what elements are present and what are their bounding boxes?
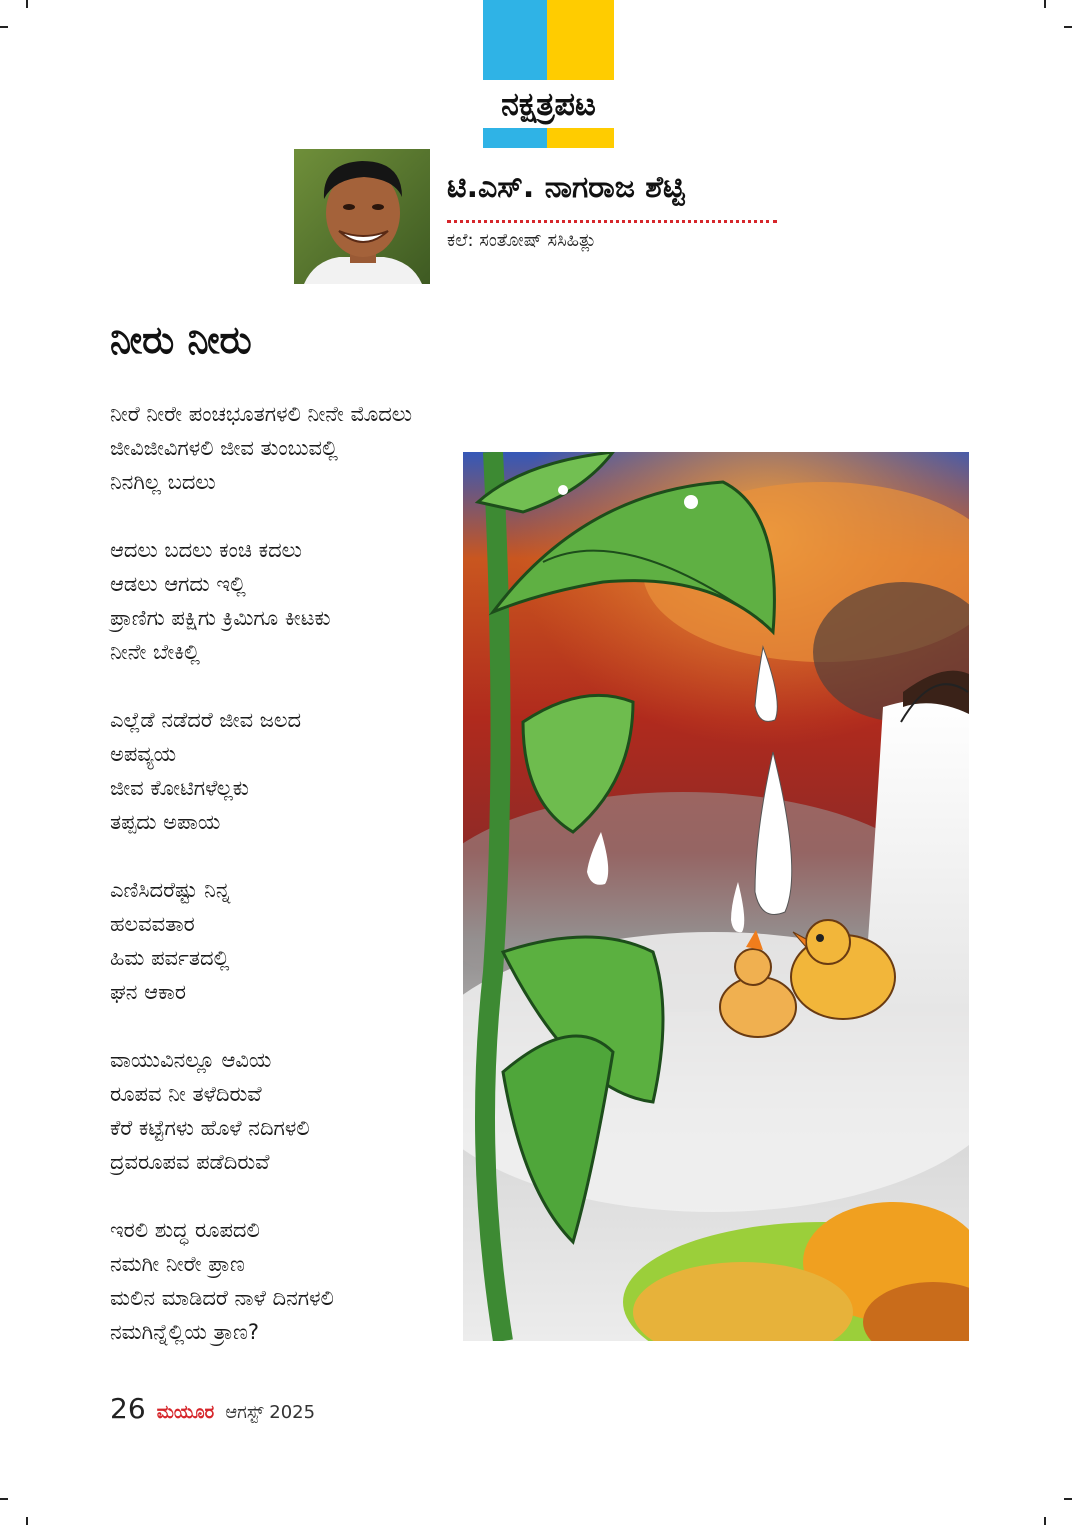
poem-line: ಜೀವ ಕೋಟಿಗಳೆಲ್ಲಕು — [110, 776, 249, 800]
poem-line: ಇರಲಿ ಶುದ್ಧ ರೂಪದಲಿ — [110, 1218, 260, 1242]
crop-mark — [1064, 26, 1072, 28]
poem-line: ಪ್ರಾಣಿಗು ಪಕ್ಷಿಗು ಕ್ರಿಮಿಗೂ ಕೀಟಕು — [110, 606, 331, 630]
poem-line: ಮಲಿನ ಮಾಡಿದರೆ ನಾಳೆ ದಿನಗಳಲಿ — [110, 1286, 334, 1310]
poem-line: ನಮಗಿನ್ನೆಲ್ಲಿಯ ತ್ರಾಣ? — [110, 1320, 260, 1344]
page-number: 26 — [110, 1392, 146, 1425]
poem-line: ಘನ ಆಕಾರ — [110, 980, 186, 1004]
poem-line: ಎಲ್ಲೆಡೆ ನಡೆದರೆ ಜೀವ ಜಲದ — [110, 708, 302, 732]
poem-line: ದ್ರವರೂಪವ ಪಡೆದಿರುವೆ — [110, 1150, 270, 1174]
poem-line: ನೀರೆ ನೀರೇ ಪಂಚಭೂತಗಳಲಿ ನೀನೇ ಮೊದಲು — [110, 402, 413, 426]
issue-date: ಆಗಸ್ಟ್ 2025 — [225, 1402, 316, 1423]
crop-mark — [0, 26, 8, 28]
poem-line: ವಾಯುವಿನಲ್ಲೂ ಆವಿಯ — [110, 1048, 272, 1072]
poem-title: ನೀರು ನೀರು — [110, 318, 252, 362]
art-credit: ಕಲೆ: ಸಂತೋಷ್ ಸಸಿಹಿತ್ಲು — [447, 230, 597, 251]
poem-line: ನೀನೇ ಬೇಕಿಲ್ಲಿ — [110, 640, 200, 664]
poem-line: ಹಿಮ ಪರ್ವತದಲ್ಲಿ — [110, 946, 230, 970]
poem-line: ಕೆರೆ ಕಟ್ಟೆಗಳು ಹೊಳೆ ನದಿಗಳಲಿ — [110, 1116, 310, 1140]
crop-mark — [1044, 1517, 1046, 1525]
section-badge — [483, 0, 614, 148]
dotted-divider — [447, 220, 777, 223]
magazine-name: ಮಯೂರ — [156, 1402, 215, 1423]
poem-line: ನಮಗೀ ನೀರೇ ಪ್ರಾಣ — [110, 1252, 245, 1276]
poem-line: ತಪ್ಪದು ಅಪಾಯ — [110, 810, 221, 834]
poem-illustration — [463, 452, 969, 1341]
poem-line: ಆದಲು ಬದಲು ಕಂಚಿ ಕದಲು — [110, 538, 302, 562]
page-footer — [110, 1392, 315, 1425]
poem-line: ನಿನಗಿಲ್ಲ ಬದಲು — [110, 470, 216, 494]
section-label: ನಕ್ಷತ್ರಪಟ — [501, 85, 596, 123]
crop-mark — [1044, 0, 1046, 8]
poem-line: ಜೀವಿಜೀವಿಗಳಲಿ ಜೀವ ತುಂಬುವಲ್ಲಿ — [110, 436, 338, 460]
author-name: ಟಿ.ಎಸ್. ನಾಗರಾಜ ಶೆಟ್ಟಿ — [447, 170, 685, 205]
poem-line: ರೂಪವ ನೀ ತಳೆದಿರುವೆ — [110, 1082, 262, 1106]
crop-mark — [1064, 1498, 1072, 1500]
author-photo — [294, 149, 430, 284]
poem-line: ಆಡಲು ಆಗದು ಇಲ್ಲಿ — [110, 572, 246, 596]
crop-mark — [26, 1517, 28, 1525]
crop-mark — [26, 0, 28, 8]
poem-line: ಎಣಿಸಿದರೆಷ್ಟು ನಿನ್ನ — [110, 878, 231, 902]
poem-line: ಹಲವವತಾರ — [110, 912, 195, 936]
crop-mark — [0, 1498, 8, 1500]
poem-line: ಅಪವ್ಯಯ — [110, 742, 177, 766]
